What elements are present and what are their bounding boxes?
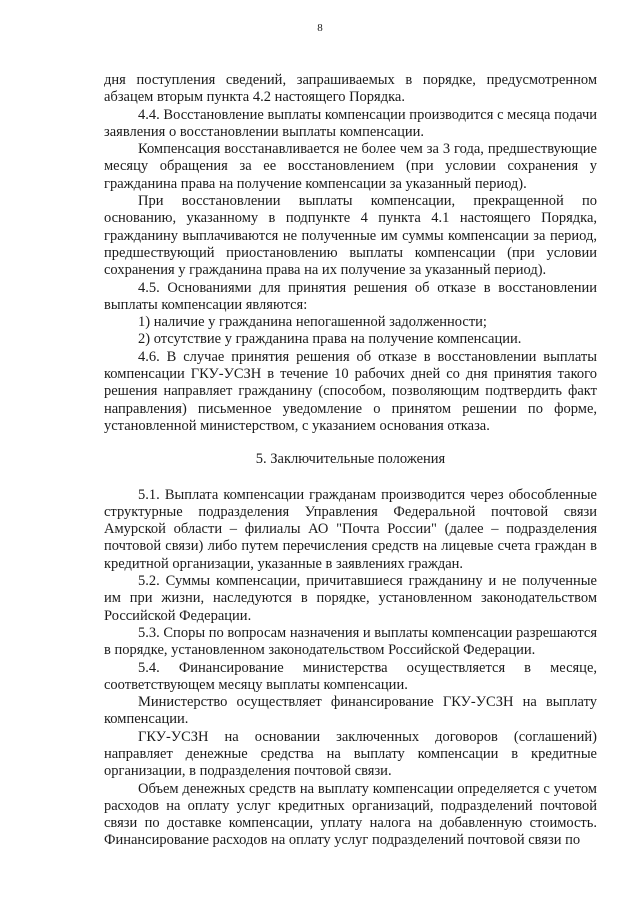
paragraph: ГКУ-УСЗН на основании заключенных договоров (соглашений) направляет денежные средства на выплату компенсации в кредитные организации, в подразделения почтовой связи. (104, 728, 597, 780)
paragraph: Компенсация восстанавливается не более чем за 3 года, предшествующие месяцу обращения за ее восстановлением (при условии сохранения у гражданина права на получение компенсации за указанный период). (104, 141, 597, 192)
list-item: 2) отсутствие у гражданина права на получение компенсации. (138, 331, 522, 348)
paragraph: 4.5. Основаниями для принятия решения об отказе в восстановлении выплаты компенсации являются: (104, 279, 597, 313)
paragraph: Объем денежных средств на выплату компенсации определяется с учетом расходов на оплату услуг кредитных организаций, подразделений почтовой связи по доставке компенсации, уплату налога на добавленную стоимость. Финансирование расходов на оплату услуг подразделений почтовой связи по (104, 780, 597, 849)
paragraph: 5.2. Суммы компенсации, причитавшиеся гражданину и не полученные им при жизни, наследуются в порядке, установленном законодательством Российской Федерации. (104, 573, 597, 624)
paragraph: При восстановлении выплаты компенсации, прекращенной по основанию, указанному в подпункте 4 пункта 4.1 настоящего Порядка, гражданину выплачиваются не полученные им суммы компенсации за период, предшествующий приостановлению выплаты компенсации (при условии сохранения у гражданина права на их получение за указанный период). (104, 193, 597, 279)
paragraph: 5.1. Выплата компенсации гражданам производится через обособленные структурные подразделения Управления Федеральной почтовой связи Амурской области – филиалы АО "Почта России" (далее – подразделения почтовой связи) либо путем перечисления средств на лицевые счета граждан в кредитной организации, указанные в заявлениях граждан. (104, 486, 597, 572)
paragraph: 4.4. Восстановление выплаты компенсации производится с месяца подачи заявления о восстановлении выплаты компенсации. (104, 106, 597, 140)
paragraph: 5.4. Финансирование министерства осуществляется в месяце, соответствующем месяцу выплаты компенсации. (104, 659, 597, 693)
list-item: 1) наличие у гражданина непогашенной задолженности; (138, 314, 487, 331)
paragraph: 5.3. Споры по вопросам назначения и выплаты компенсации разрешаются в порядке, установленном законодательством Российской Федерации. (104, 624, 597, 659)
section-title: 5. Заключительные положения (255, 451, 446, 468)
paragraph: дня поступления сведений, запрашиваемых в порядке, предусмотренном абзацем вторым пункта 4.2 настоящего Порядка. (104, 72, 597, 106)
paragraph: Министерство осуществляет финансирование ГКУ-УСЗН на выплату компенсации. (104, 694, 597, 728)
page-number: 8 (317, 22, 323, 34)
paragraph: 4.6. В случае принятия решения об отказе в восстановлении выплаты компенсации ГКУ-УСЗН в течение 10 рабочих дней со дня принятия такого решения направляет гражданину (способом, позволяющим подтвердить факт направления) письменное уведомление о принятом решении по форме, установленной министерством, с указанием основания отказа. (104, 348, 597, 434)
document-body (104, 72, 597, 850)
